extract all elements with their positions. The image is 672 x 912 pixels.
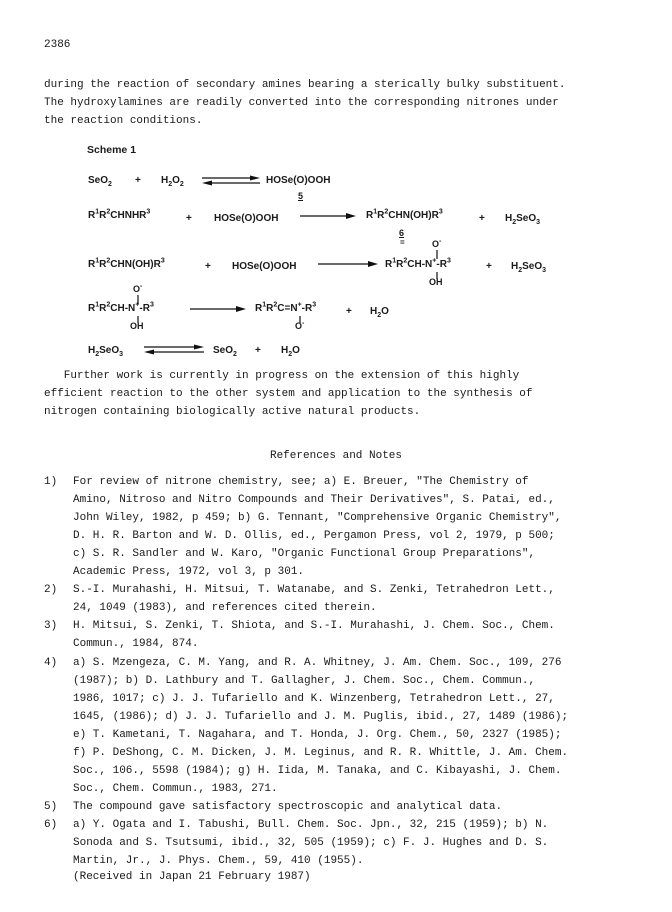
text-line: The hydroxylamines are readily converted into the corresponding nitrones under [44,97,559,109]
text-line: efficient reaction to the other system and application to the synthesis of [44,388,533,400]
reference-line: Sonoda and S. Tsutsumi, ibid., 32, 505 (1959); c) F. J. Hughes and D. S. [73,837,549,849]
reactant-seo2: SeO$_2$ [88,175,112,188]
product-hydroxylamine: $R^1R^2CHN(OH)R^3$ [366,208,443,221]
reactant-hydroxylamine: $R^1R^2CHN(OH)R^3$ [88,257,165,270]
text-line: Further work is currently in progress on the extension of this highly [44,370,520,382]
compound-number-6: 6 [399,228,405,238]
oxide-anion: O- [295,320,305,331]
equilibrium-arrow [142,343,206,355]
product-perseleninic-acid: HOSe(O)OOH [266,175,331,186]
reference-line: c) S. R. Sandler and W. Karo, "Organic Functional Group Preparations", [73,548,536,560]
equilibrium-arrow [200,174,262,186]
reference-line: a) S. Mzengeza, C. M. Yang, and R. A. Whitney, J. Am. Chem. Soc., 109, 276 [73,657,562,669]
product-seo2: SeO$_2$ [213,345,237,358]
reference-line: S.-I. Murahashi, H. Mitsui, T. Watanabe, and S. Zenki, Tetrahedron Lett., [73,584,555,596]
hydroxyl-group: OH [429,277,443,287]
text-line: the reaction conditions. [44,115,203,127]
oxide-anion: O- [133,283,143,294]
reference-line: f) P. DeShong, C. M. Dicken, J. M. Leginus, and R. R. Whittle, J. Am. Chem. [73,747,569,759]
reference-number: 4) [44,657,58,669]
reaction-arrow [188,304,248,314]
reference-line: H. Mitsui, S. Zenki, T. Shiota, and S.-I. Murahashi, J. Chem. Soc., Chem. [73,620,555,632]
plus-sign: + [205,261,211,272]
double-bond-mark: = [400,238,405,247]
page-number: 2386 [44,39,71,51]
reference-number: 3) [44,620,58,632]
reference-line: For review of nitrone chemistry, see; a) E. Breuer, "The Chemistry of [73,476,529,488]
hydroxyl-group: OH [130,321,144,331]
received-date: (Received in Japan 21 February 1987) [73,871,311,883]
reference-line: Soc., 106., 5598 (1984); g) H. Iida, M. Tanaka, and C. Kibayashi, J. Chem. [73,765,562,777]
reference-line: e) T. Kametani, T. Nagahara, and T. Honda, J. Org. Chem., 50, 2327 (1985); [73,729,562,741]
reference-line: (1987); b) D. Lathbury and T. Gallagher, J. Chem. Soc., Chem. Commun., [73,675,536,687]
reference-line: John Wiley, 1982, p 459; b) G. Tennant, "Comprehensive Organic Chemistry", [73,512,562,524]
reactant-perseleninic-acid: HOSe(O)OOH [232,261,297,272]
reference-number: 5) [44,801,58,813]
intro-paragraph [44,76,634,130]
reference-line: Amino, Nitroso and Nitro Compounds and Their Derivatives", S. Patai, ed., [73,494,555,506]
reference-line: The compound gave satisfactory spectroscopic and analytical data. [73,801,503,813]
reference-line: a) Y. Ogata and I. Tabushi, Bull. Chem. Soc. Jpn., 32, 215 (1959); b) N. [73,819,549,831]
reference-line: 24, 1049 (1983), and references cited therein. [73,602,377,614]
reaction-arrow [316,259,380,269]
plus-sign: + [479,213,485,224]
references-heading: References and Notes [269,450,403,462]
plus-sign: + [486,261,492,272]
oxide-anion: O- [432,238,442,249]
reactant-intermediate: $R^1R^2CH-N^+-R^3$ [88,301,154,314]
product-intermediate: $R^1R^2CH-N^+-R^3$ [385,257,451,270]
plus-sign: + [255,345,261,356]
reference-line: 1986, 1017; c) J. J. Tufariello and K. Winzenberg, Tetrahedron Lett., 27, [73,693,555,705]
reference-number: 2) [44,584,58,596]
reference-number: 6) [44,819,58,831]
text-line: nitrogen containing biologically active natural products. [44,406,421,418]
reactant-h2o2: $H_2O_2$ [161,175,184,188]
reference-line: 1645, (1986); d) J. J. Tufariello and J. M. Puglis, ibid., 27, 1489 (1986); [73,711,569,723]
reference-line: Academic Press, 1972, vol 3, p 301. [73,566,305,578]
plus-sign: + [135,175,141,186]
reference-line: Martin, Jr., J. Phys. Chem., 59, 410 (1955). [73,855,364,867]
reference-number: 1) [44,476,58,488]
reactant-perseleninic-acid: HOSe(O)OOH [214,213,279,224]
reference-line: Commun., 1984, 874. [73,638,199,650]
reference-line: Soc., Chem. Commun., 1983, 271. [73,783,278,795]
reactant-selenous-acid: $H_2SeO_3$ [88,345,124,358]
reactant-secondary-amine: $R^1R^2CHNHR^3$ [88,208,151,221]
product-selenous-acid: $H_2SeO_3$ [511,261,547,274]
product-water: $H_2O$ [281,345,300,358]
plus-sign: + [186,213,192,224]
plus-sign: + [346,306,352,317]
product-nitrone: $R^1R^2C=N^+-R^3$ [255,301,317,314]
scheme-title: Scheme 1 [87,144,137,156]
product-selenous-acid: $H_2SeO_3$ [505,213,541,226]
compound-number-5: 5 [298,191,304,201]
reference-line: D. H. R. Barton and W. D. Ollis, ed., Pergamon Press, vol 2, 1979, p 500; [73,530,555,542]
further-work-paragraph [44,367,634,421]
reaction-arrow [298,211,358,221]
product-water: $H_2O$ [370,306,389,319]
text-line: during the reaction of secondary amines bearing a sterically bulky substituent. [44,79,566,91]
